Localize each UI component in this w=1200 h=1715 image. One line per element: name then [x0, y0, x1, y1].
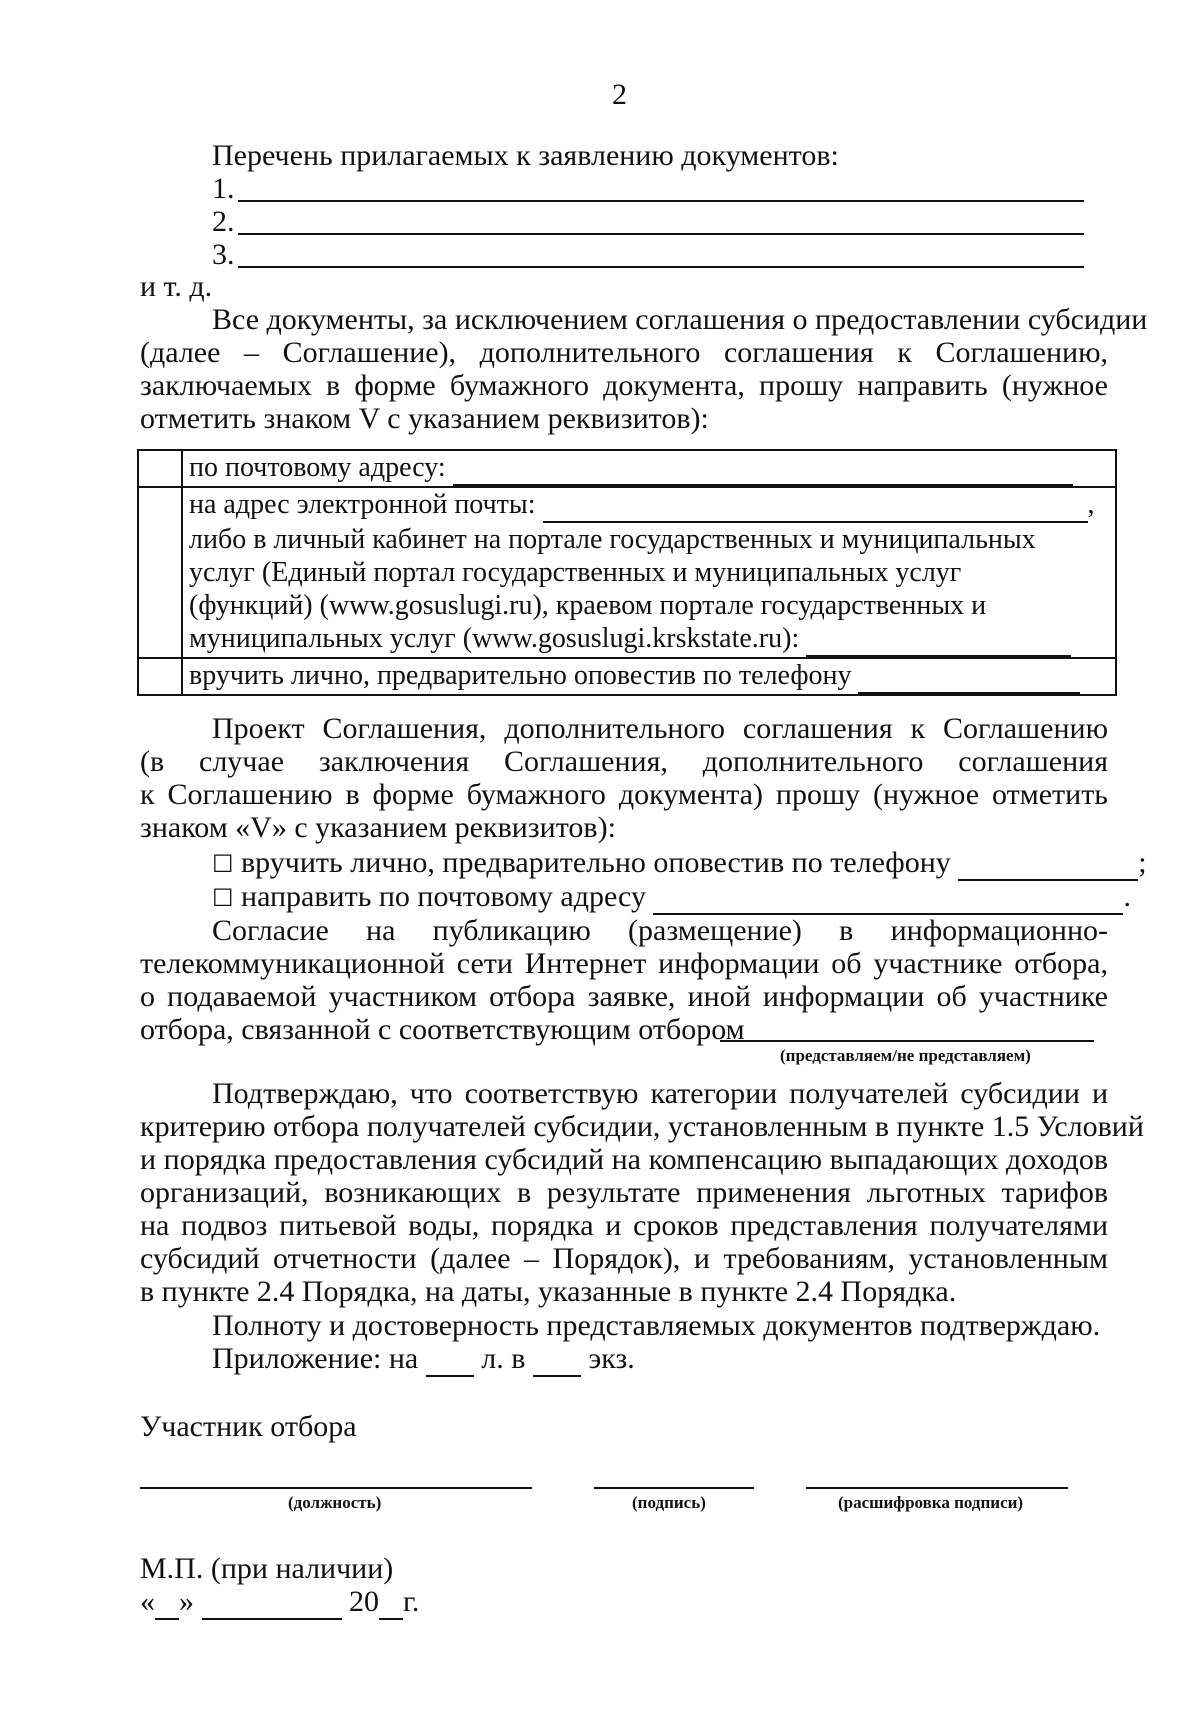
email-option-text-2: либо в личный кабинет на портале государственных и муниципальных — [189, 524, 1036, 555]
hand-option-cell — [182, 658, 1116, 695]
draft-option-post-end: . — [1123, 880, 1131, 913]
attachment-prefix: Приложение: на — [212, 1342, 419, 1375]
date-year-prefix: 20 — [349, 1585, 379, 1618]
date-year-field[interactable] — [379, 1585, 403, 1620]
table-row — [138, 450, 1116, 487]
draft-option-hand — [212, 846, 1147, 881]
docs-item-1-line — [238, 200, 1084, 202]
postal-checkbox-cell[interactable] — [138, 450, 182, 487]
date-close-quote: » — [179, 1585, 194, 1618]
signature-decode-field[interactable] — [806, 1487, 1068, 1489]
table-row — [138, 658, 1116, 695]
draft-phone-field[interactable] — [958, 846, 1138, 881]
hand-phone-field[interactable] — [858, 659, 1080, 694]
page-number: 2 — [612, 78, 627, 111]
confirm-para-line-5: на подвоз питьевой воды, порядка и сроков представления получателями — [140, 1209, 1108, 1242]
signature-field[interactable] — [594, 1487, 754, 1489]
email-option-label: на адрес электронной почты: — [189, 489, 536, 520]
draft-para-line-4: знаком «V» с указанием реквизитов): — [140, 811, 616, 844]
consent-para-line-3: о подаваемой участником отбора заявке, иной информации об участнике — [140, 980, 1108, 1013]
docs-list-etc: и т. д. — [140, 270, 213, 303]
confirm-para-line-3: и порядка предоставления субсидий на компенсацию выпадающих доходов — [140, 1143, 1108, 1176]
send-para-line-1: Все документы, за исключением соглашения о предоставлении субсидии — [212, 303, 1148, 336]
draft-option-post — [212, 880, 1131, 915]
docs-item-3-line — [238, 266, 1084, 268]
post-checkbox-icon[interactable]: ☐ — [212, 884, 234, 912]
date-month-field[interactable] — [202, 1585, 342, 1620]
draft-postal-field[interactable] — [653, 880, 1123, 915]
draft-option-hand-end: ; — [1138, 846, 1147, 879]
consent-para-line-2: телекоммуникационной сети Интернет информации об участнике отбора, — [140, 947, 1108, 980]
hand-checkbox-cell[interactable] — [138, 658, 182, 695]
draft-option-post-label: направить по почтовому адресу — [241, 880, 646, 913]
email-option-text-3: услуг (Единый портал государственных и муниципальных услуг — [189, 557, 962, 588]
docs-item-2-number: 2. — [212, 205, 235, 238]
confirm-para-line-1: Подтверждаю, что соответствую категории получателей субсидии и — [212, 1077, 1108, 1110]
attachment-line — [212, 1342, 635, 1377]
email-option-cell — [182, 487, 1116, 658]
attachment-copies-field[interactable] — [533, 1342, 581, 1377]
email-comma: , — [1087, 489, 1095, 520]
docs-item-2-line — [238, 233, 1084, 235]
email-checkbox-cell[interactable] — [138, 487, 182, 658]
draft-para-line-3: к Соглашению в форме бумажного документа) прошу (нужное отметить — [140, 778, 1108, 811]
table-row — [138, 487, 1116, 658]
attachment-mid: л. в — [481, 1342, 526, 1375]
send-para-line-2: (далее – Соглашение), дополнительного соглашения к Соглашению, — [140, 336, 1108, 369]
draft-para-line-2: (в случае заключения Соглашения, дополнительного соглашения — [140, 745, 1108, 778]
send-para-line-3: заключаемых в форме бумажного документа, прошу направить (нужное — [140, 369, 1108, 402]
postal-option-cell — [182, 450, 1116, 487]
docs-item-1-number: 1. — [212, 172, 235, 205]
signature-decode-caption: (расшифровка подписи) — [838, 1493, 1024, 1512]
consent-para-line-1: Согласие на публикацию (размещение) в информационно- — [212, 914, 1108, 947]
confirm-para-line-4: организаций, возникающих в результате применения льготных тарифов — [140, 1176, 1108, 1209]
date-line — [140, 1585, 419, 1620]
date-open-quote: « — [140, 1585, 155, 1618]
email-option-text-5: муниципальных услуг (www.gosuslugi.krskstate.ru): — [189, 623, 800, 654]
attachment-sheets-field[interactable] — [426, 1342, 474, 1377]
email-address-field[interactable] — [543, 488, 1088, 523]
signature-caption: (подпись) — [632, 1493, 706, 1512]
participant-label: Участник отбора — [140, 1410, 357, 1443]
attachment-suffix: экз. — [588, 1342, 635, 1375]
docs-list-title: Перечень прилагаемых к заявлению документов: — [212, 139, 839, 172]
date-day-field[interactable] — [155, 1585, 179, 1620]
postal-address-field[interactable] — [453, 451, 1073, 486]
position-caption: (должность) — [288, 1493, 382, 1512]
delivery-options-table — [137, 449, 1117, 696]
portal-account-field[interactable] — [806, 622, 1071, 657]
hand-option-label: вручить лично, предварительно оповестив по телефону — [189, 660, 852, 691]
confirm-para-line-2: критерию отбора получателей субсидии, установленным в пункте 1.5 Условий — [140, 1110, 1144, 1143]
draft-option-hand-label: вручить лично, предварительно оповестив по телефону — [241, 846, 951, 879]
hand-checkbox-icon[interactable]: ☐ — [212, 850, 234, 878]
position-field[interactable] — [140, 1487, 532, 1489]
confirm-para-line-7: в пункте 2.4 Порядка, на даты, указанные в пункте 2.4 Порядка. — [140, 1275, 957, 1308]
postal-option-label: по почтовому адресу: — [189, 452, 446, 483]
consent-caption: (представляем/не представляем) — [780, 1046, 1031, 1065]
send-para-line-4: отметить знаком V с указанием реквизитов): — [140, 402, 709, 435]
email-option-text-4: (функций) (www.gosuslugi.ru), краевом портале государственных и — [189, 590, 987, 621]
completeness-statement: Полноту и достоверность представляемых документов подтверждаю. — [212, 1309, 1101, 1342]
stamp-label: М.П. (при наличии) — [140, 1552, 394, 1585]
confirm-para-line-6: субсидий отчетности (далее – Порядок), и требованиям, установленным — [140, 1242, 1108, 1275]
date-year-suffix: г. — [403, 1585, 420, 1618]
draft-para-line-1: Проект Соглашения, дополнительного соглашения к Соглашению — [212, 712, 1108, 745]
consent-para-line-4: отбора, связанной с соответствующим отбором — [140, 1013, 745, 1046]
docs-item-3-number: 3. — [212, 238, 235, 271]
consent-answer-field[interactable] — [720, 1040, 1094, 1042]
